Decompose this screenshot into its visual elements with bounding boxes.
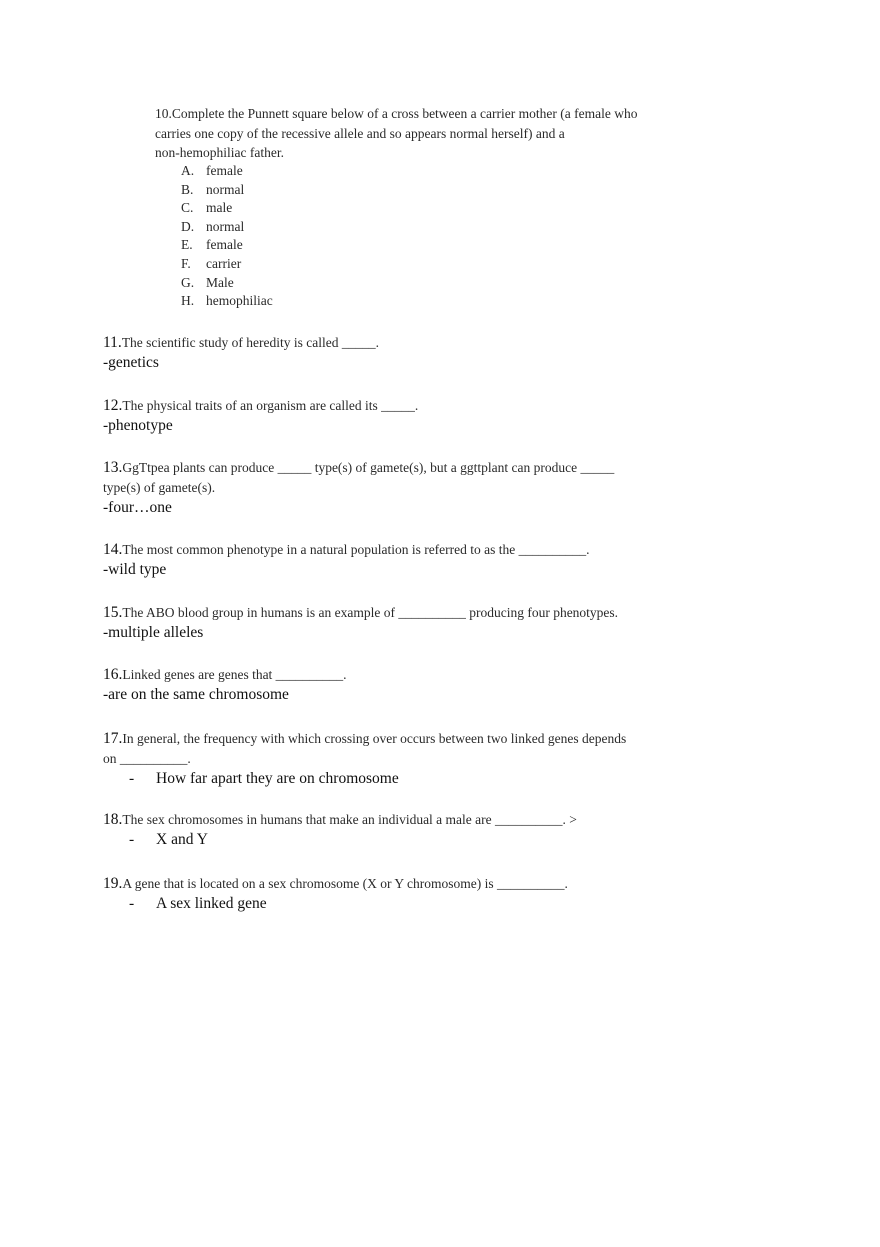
- question-16: [103, 665, 683, 705]
- question-text: [103, 396, 683, 416]
- answer: -four…one: [103, 499, 172, 516]
- answer: -phenotype: [103, 417, 173, 434]
- question-text: [103, 729, 683, 749]
- option-letter: H.: [181, 293, 195, 309]
- answer: [103, 769, 683, 789]
- question-19: [103, 874, 683, 914]
- question-text: [103, 458, 683, 478]
- question-15: [103, 603, 683, 643]
- question-number: 16.: [103, 666, 123, 683]
- question-prompt: In general, the frequency with which crossing over occurs between two linked genes depends: [122, 731, 627, 746]
- question-text: [103, 333, 683, 353]
- question-10-options: [181, 162, 273, 311]
- bullet-dash: -: [129, 770, 135, 787]
- option-e: [181, 236, 273, 255]
- option-d: [181, 218, 273, 237]
- question-text-continued: type(s) of gamete(s).: [103, 480, 216, 495]
- answer: -genetics: [103, 354, 159, 371]
- option-text: carrier: [206, 255, 242, 271]
- option-g: [181, 274, 273, 293]
- question-number: 19.: [103, 875, 123, 892]
- question-17: [103, 729, 683, 789]
- question-number: 14.: [103, 541, 123, 558]
- question-number: 12.: [103, 397, 123, 414]
- answer: [103, 830, 683, 850]
- option-text: normal: [206, 181, 245, 197]
- answer-text: A sex linked gene: [156, 895, 267, 912]
- answer: -are on the same chromosome: [103, 686, 289, 703]
- option-c: [181, 199, 273, 218]
- question-10-line-1: 10.Complete the Punnett square below of a cross between a carrier mother (a female who: [155, 106, 638, 121]
- question-prompt: The ABO blood group in humans is an example of __________ producing four phenotypes.: [122, 605, 619, 620]
- option-text: normal: [206, 218, 245, 234]
- answer-text: How far apart they are on chromosome: [156, 770, 399, 787]
- question-10: [155, 104, 695, 309]
- question-text: [103, 603, 683, 623]
- option-text: hemophiliac: [206, 293, 273, 309]
- option-f: [181, 255, 273, 274]
- question-10-line-3: non-hemophiliac father.: [155, 145, 284, 160]
- question-text: [103, 665, 683, 685]
- question-prompt: The most common phenotype in a natural population is referred to as the __________.: [122, 542, 590, 557]
- question-prompt: Linked genes are genes that __________.: [122, 667, 347, 682]
- option-b: [181, 181, 273, 200]
- question-prompt: The physical traits of an organism are called its _____.: [122, 398, 419, 413]
- option-letter: F.: [181, 255, 191, 271]
- option-letter: G.: [181, 274, 195, 290]
- question-prompt: The sex chromosomes in humans that make an individual a male are __________. >: [122, 812, 577, 827]
- question-10-line-2: carries one copy of the recessive allele and so appears normal herself) and a: [155, 125, 565, 141]
- question-18: [103, 810, 683, 850]
- question-13: [103, 458, 683, 518]
- option-letter: C.: [181, 200, 194, 216]
- question-text: [103, 810, 683, 830]
- question-number: 17.: [103, 730, 123, 747]
- option-letter: E.: [181, 237, 193, 253]
- question-number: 11.: [103, 334, 122, 351]
- option-letter: B.: [181, 181, 194, 197]
- option-letter: A.: [181, 163, 195, 178]
- question-text: [103, 540, 683, 560]
- question-prompt: GgTtpea plants can produce _____ type(s) of gamete(s), but a ggttplant can produce _____: [122, 460, 615, 475]
- question-number: 13.: [103, 459, 123, 476]
- option-letter: D.: [181, 218, 195, 234]
- question-prompt: The scientific study of heredity is called _____.: [121, 335, 379, 350]
- option-text: Male: [206, 274, 234, 290]
- question-text: [103, 874, 683, 894]
- question-number: 15.: [103, 604, 123, 621]
- question-11: [103, 333, 683, 373]
- option-text: female: [206, 237, 243, 253]
- option-a: [181, 162, 273, 181]
- answer: -wild type: [103, 561, 167, 578]
- question-text-continued: on __________.: [103, 751, 191, 766]
- option-text: female: [206, 163, 243, 178]
- bullet-dash: -: [129, 895, 135, 912]
- option-text: male: [206, 200, 233, 216]
- bullet-dash: -: [129, 831, 135, 848]
- answer-text: X and Y: [156, 831, 208, 848]
- option-h: [181, 292, 273, 311]
- question-number: 18.: [103, 811, 123, 828]
- answer: [103, 894, 683, 914]
- question-prompt: A gene that is located on a sex chromosome (X or Y chromosome) is __________.: [122, 876, 568, 891]
- question-12: [103, 396, 683, 436]
- answer: -multiple alleles: [103, 624, 204, 641]
- question-14: [103, 540, 683, 580]
